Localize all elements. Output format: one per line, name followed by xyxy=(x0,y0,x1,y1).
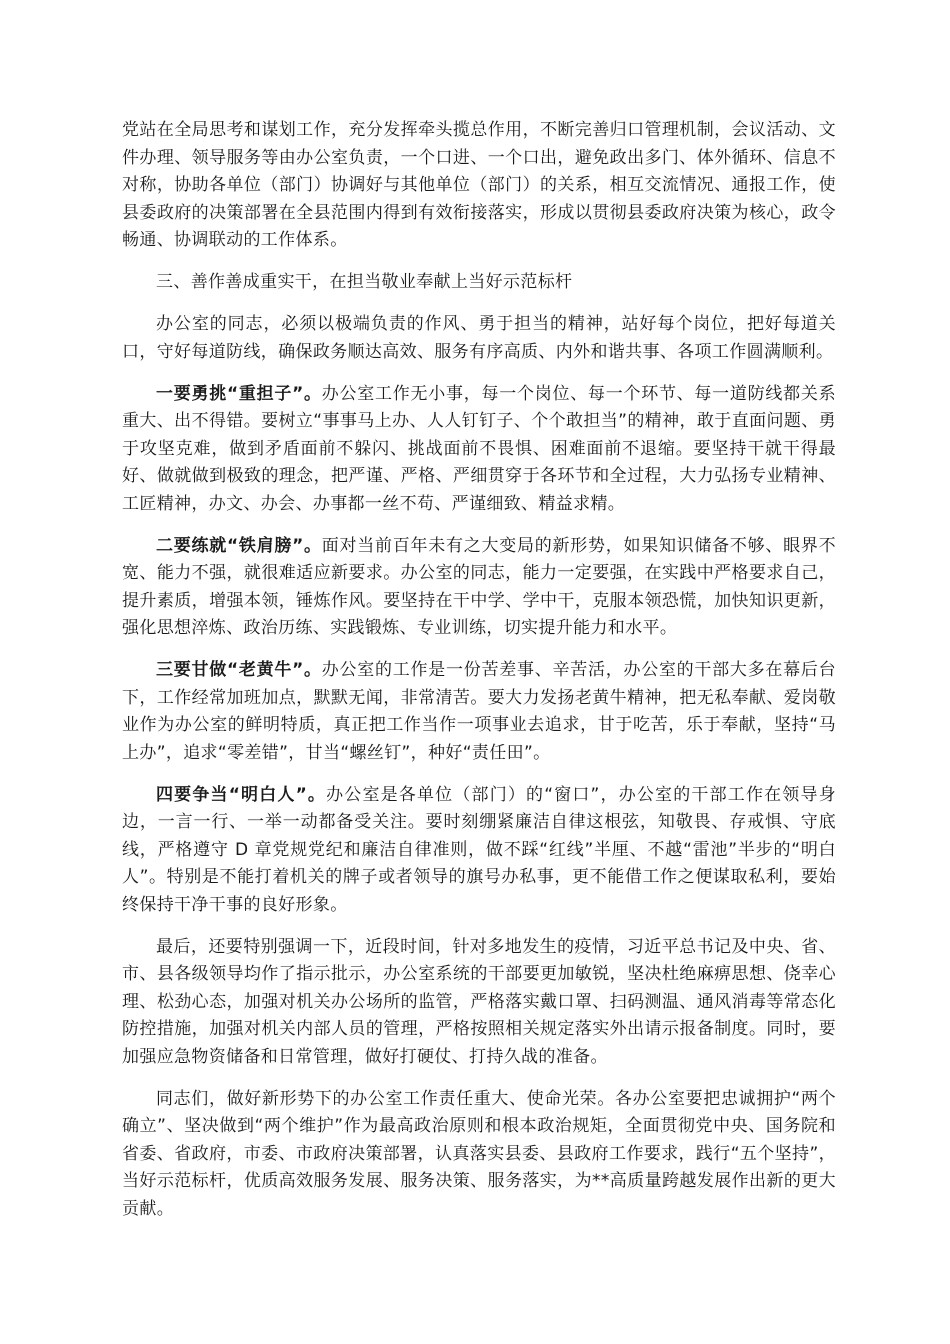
paragraph-text: 办公室是各单位（部门）的“窗口”，办公室的干部工作在领导身边，一言一行、一举一动都备受关注。要时刻绷紧廉洁自律这根弦，知敬畏、存戒惧、守底线，严格遵守 D 章党规党纪和廉洁自律准则，做不踩“红线”半厘、不越“雷池”半步的“明白人”。特别是不能打着机关的牌子或者领导的旗号办私事，更不能借工作之便谋取私利，要始终保持干净干事的良好形象。 xyxy=(122,784,836,915)
section-heading-3 xyxy=(122,269,836,297)
paragraph-3 xyxy=(122,311,836,366)
paragraph-1 xyxy=(122,117,836,255)
paragraph-lead: 二要练就“铁肩膀”。 xyxy=(156,535,322,556)
paragraph-9 xyxy=(122,1086,836,1224)
paragraph-8 xyxy=(122,934,836,1072)
paragraph-text: 办公室工作无小事，每一个岗位、每一个环节、每一道防线都关系重大、出不得错。要树立“事事马上办、人人钉钉子、个个敢担当”的精神，敢于直面问题、勇于攻坚克难，做到矛盾面前不躲闪、挑战面前不畏惧、困难面前不退缩。要坚持干就干得最好、做就做到极致的理念，把严谨、严格、严细贯穿于各环节和全过程，大力弘扬专业精神、工匠精神，办文、办会、办事都一丝不苟、严谨细致、精益求精。 xyxy=(122,383,836,514)
heading-text: 三、善作善成重实干，在担当敬业奉献上当好示范标杆 xyxy=(156,272,573,292)
paragraph-7 xyxy=(122,782,836,920)
paragraph-text: 面对当前百年未有之大变局的新形势，如果知识储备不够、眼界不宽、能力不强，就很难适应新要求。办公室的同志，能力一定要强，在实践中严格要求自己，提升素质，增强本领，锤炼作风。要坚持在干中学、学中干，克服本领恐慌，加快知识更新，强化思想淬炼、政治历练、实践锻炼、专业训练，切实提升能力和水平。 xyxy=(122,535,836,638)
paragraph-text: 办公室的工作是一份苦差事、辛苦活，办公室的干部大多在幕后台下，工作经常加班加点，默默无闻，非常清苦。要大力发扬老黄牛精神，把无私奉献、爱岗敬业作为办公室的鲜明特质，真正把工作当作一项事业去追求，甘于吃苦，乐于奉献，坚持“马上办”，追求“零差错”，甘当“螺丝钉”，种好“责任田”。 xyxy=(122,660,836,763)
paragraph-lead: 四要争当“明白人”。 xyxy=(156,784,327,805)
paragraph-text: 同志们，做好新形势下的办公室工作责任重大、使命光荣。各办公室要把忠诚拥护“两个确立”、坚决做到“两个维护”作为最高政治原则和根本政治规矩，全面贯彻党中央、国务院和省委、省政府，市委、市政府决策部署，认真落实县委、县政府工作要求，践行“五个坚持”，当好示范标杆，优质高效服务发展、服务决策、服务落实，为**高质量跨越发展作出新的更大贡献。 xyxy=(122,1088,836,1219)
paragraph-lead: 一要勇挑“重担子”。 xyxy=(156,383,322,404)
paragraph-text: 最后，还要特别强调一下，近段时间，针对多地发生的疫情，习近平总书记及中央、省、市、县各级领导均作了指示批示，办公室系统的干部要更加敏锐，坚决杜绝麻痹思想、侥幸心理、松劲心态，加强对机关办公场所的监管，严格落实戴口罩、扫码测温、通风消毒等常态化防控措施，加强对机关内部人员的管理，严格按照相关规定落实外出请示报备制度。同时，要加强应急物资储备和日常管理，做好打硬仗、打持久战的准备。 xyxy=(122,936,836,1067)
paragraph-text: 党站在全局思考和谋划工作，充分发挥牵头揽总作用，不断完善归口管理机制，会议活动、文件办理、领导服务等由办公室负责，一个口进、一个口出，避免政出多门、体外循环、信息不对称，协助各单位（部门）协调好与其他单位（部门）的关系，相互交流情况、通报工作，使县委政府的决策部署在全县范围内得到有效衔接落实，形成以贯彻县委政府决策为核心，政令畅通、协调联动的工作体系。 xyxy=(122,120,836,250)
paragraph-5 xyxy=(122,533,836,643)
paragraph-lead: 三要甘做“老黄牛”。 xyxy=(156,660,322,680)
paragraph-6 xyxy=(122,657,836,767)
document-page xyxy=(122,117,836,1238)
paragraph-text: 办公室的同志，必须以极端负责的作风、勇于担当的精神，站好每个岗位，把好每道关口，守好每道防线，确保政务顺达高效、服务有序高质、内外和谐共事、各项工作圆满顺利。 xyxy=(122,314,836,362)
paragraph-4 xyxy=(122,381,836,519)
